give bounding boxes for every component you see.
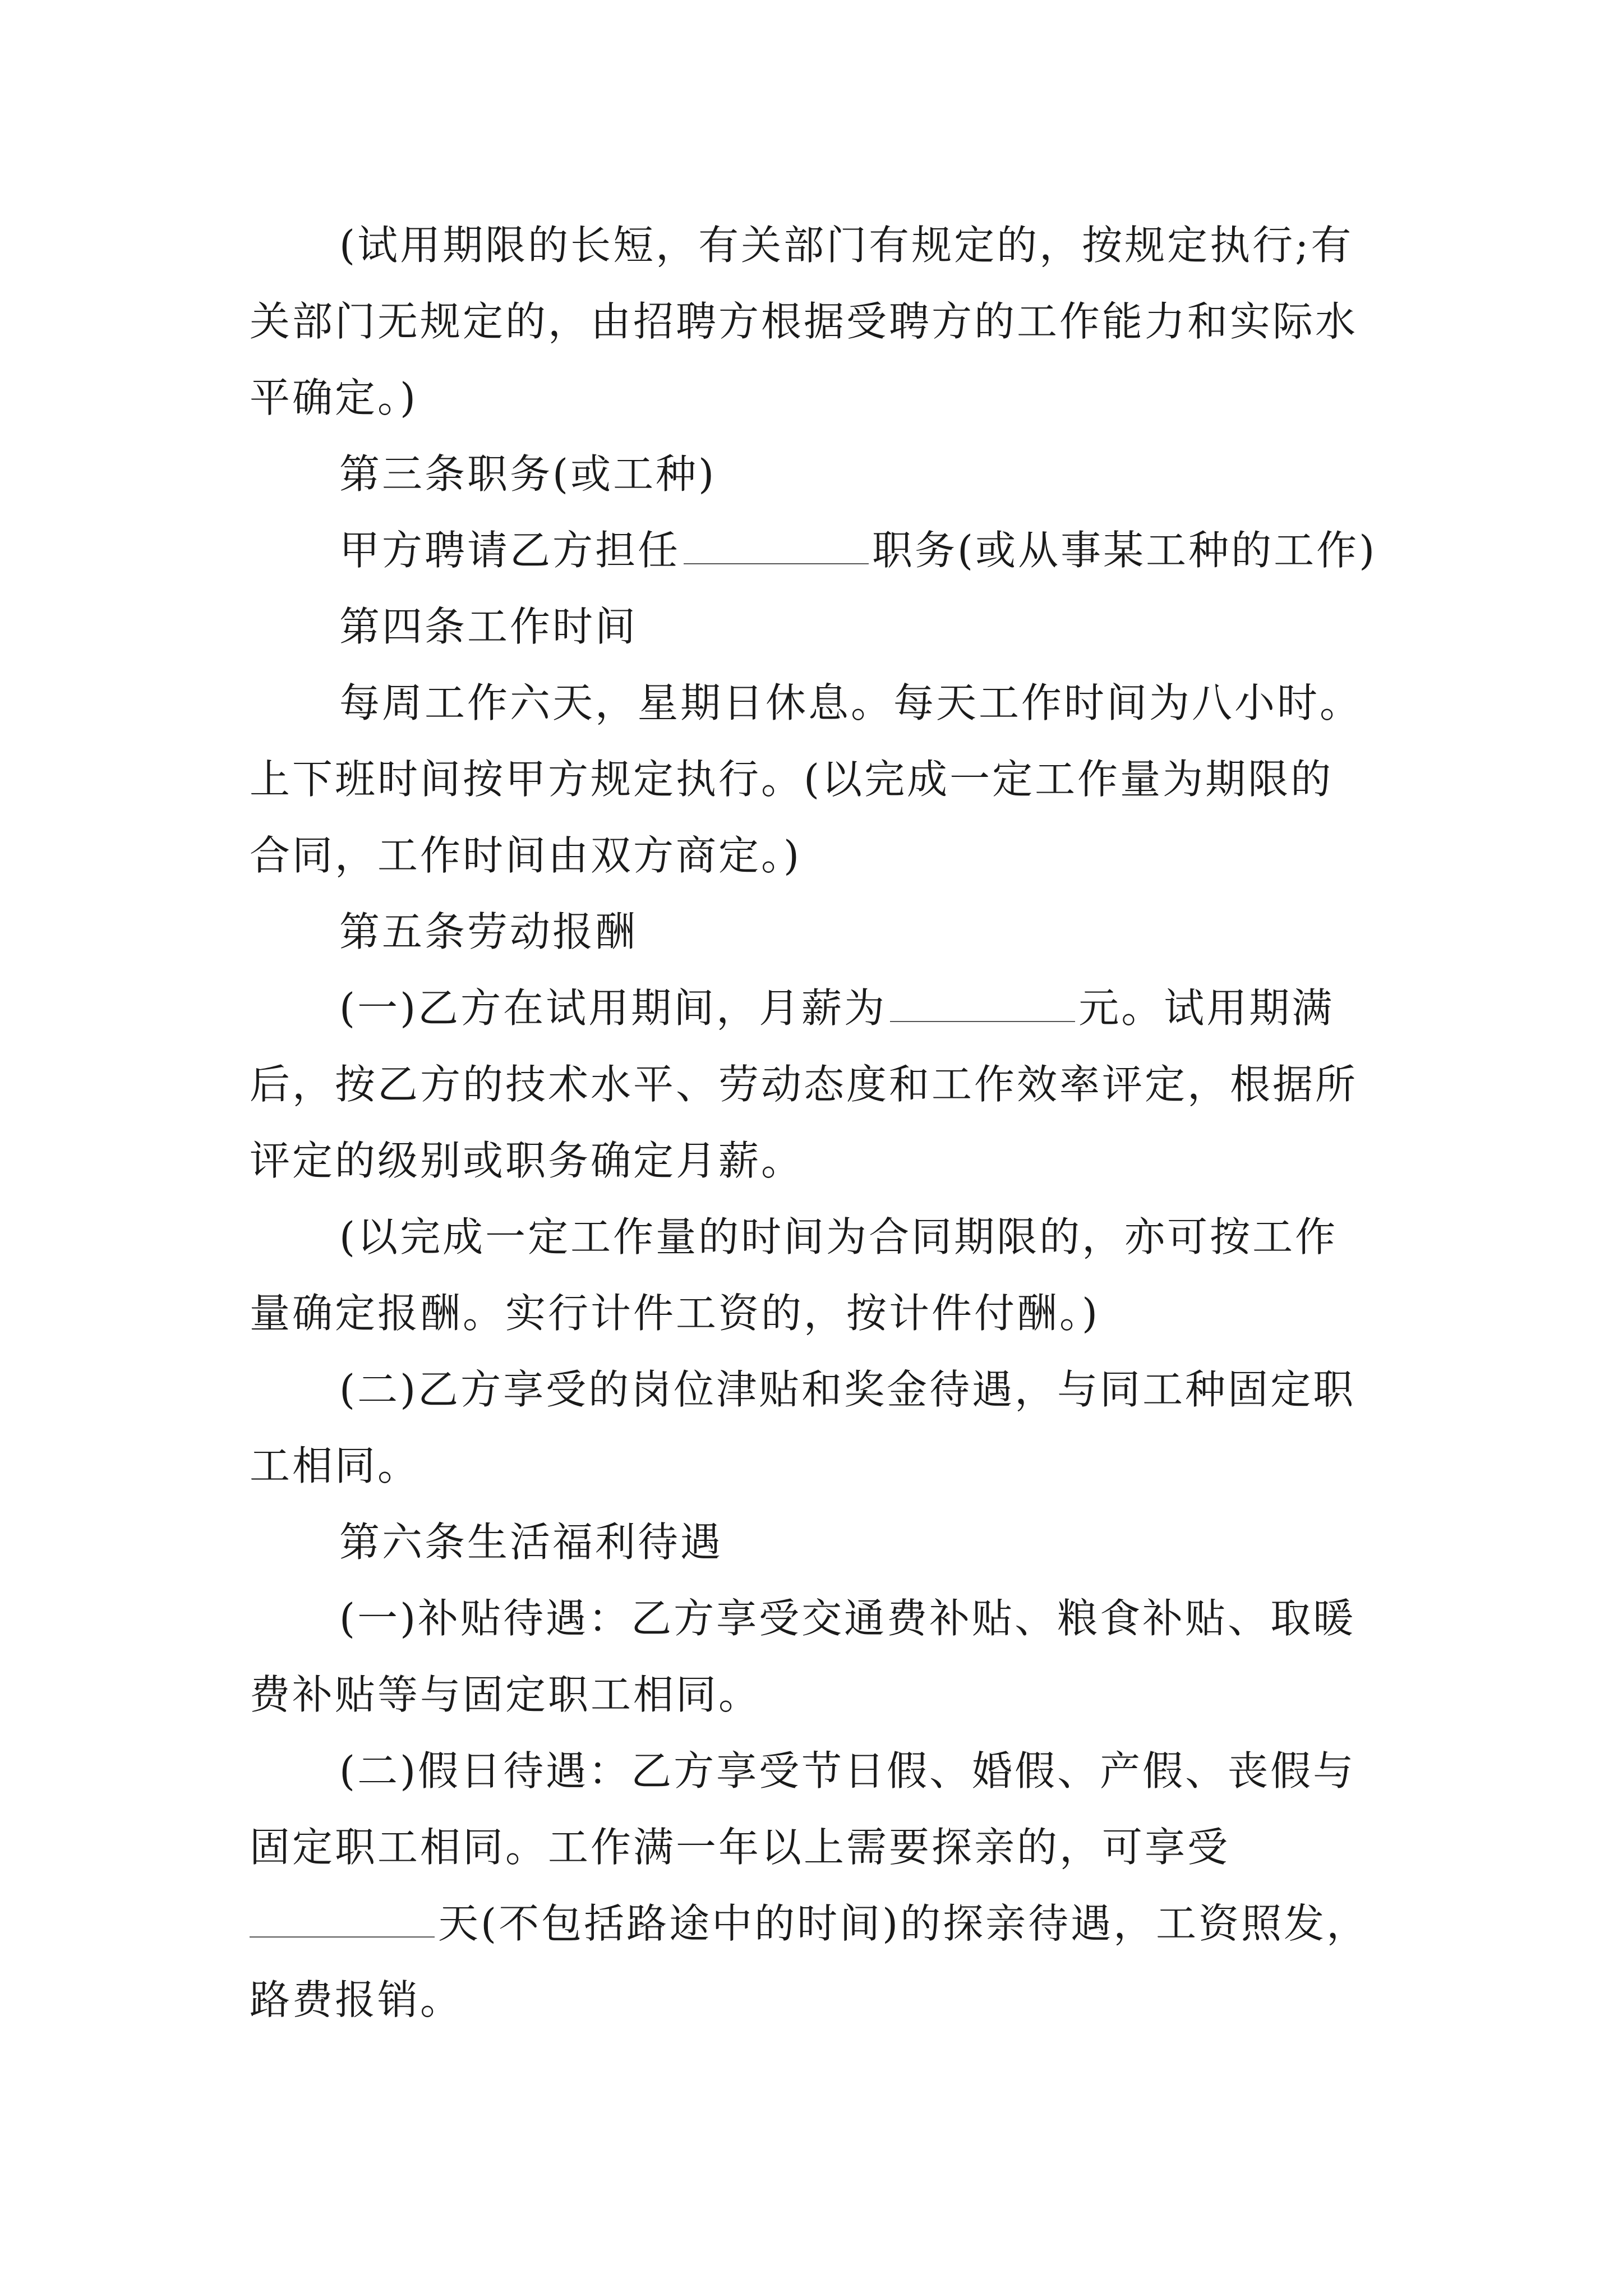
- text-segment: 甲方聘请乙方担任: [339, 527, 681, 574]
- text-line: 评定的级别或职务确定月薪。: [250, 1137, 804, 1184]
- text-line: [250, 1898, 1369, 1949]
- text-line: (二)乙方享受的岗位津贴和奖金待遇，与同工种固定职: [339, 1366, 1356, 1413]
- text-line: 工相同。: [250, 1442, 421, 1489]
- text-line: 上下班时间按甲方规定执行。(以完成一定工作量为期限的: [250, 756, 1334, 803]
- fill-blank: [890, 986, 1075, 1022]
- text-line: 量确定报酬。实行计件工资的，按计件付酬。): [250, 1290, 1100, 1337]
- text-line: [339, 525, 1377, 576]
- text-line: 合同，工作时间由双方商定。): [250, 832, 802, 879]
- text-line: [339, 983, 1334, 1033]
- article-heading: 第三条职务(或工种): [339, 450, 717, 498]
- text-line: (试用期限的长短，有关部门有规定的，按规定执行;有: [339, 222, 1354, 269]
- text-line: 每周工作六天，星期日休息。每天工作时间为八小时。: [339, 679, 1363, 726]
- text-segment: 天(不包括路途中的时间)的探亲待遇，工资照发，: [438, 1900, 1370, 1947]
- article-heading: 第五条劳动报酬: [339, 908, 638, 955]
- text-line: (一)补贴待遇：乙方享受交通费补贴、粮食补贴、取暖: [339, 1595, 1356, 1642]
- text-line: 路费报销。: [250, 1976, 463, 2023]
- text-segment: 职务(或从事某工种的工作): [872, 527, 1377, 574]
- text-line: 费补贴等与固定职工相同。: [250, 1671, 762, 1718]
- fill-blank: [684, 528, 869, 564]
- text-line: 固定职工相同。工作满一年以上需要探亲的，可享受: [250, 1824, 1230, 1871]
- text-line: (二)假日待遇：乙方享受节日假、婚假、产假、丧假与: [339, 1747, 1356, 1795]
- text-segment: (一)乙方在试用期间，月薪为: [339, 984, 887, 1032]
- article-heading: 第六条生活福利待遇: [339, 1519, 723, 1566]
- text-line: 后，按乙方的技术水平、劳动态度和工作效率评定，根据所: [250, 1061, 1358, 1108]
- text-line: 关部门无规定的，由招聘方根据受聘方的工作能力和实际水: [250, 298, 1358, 345]
- article-heading: 第四条工作时间: [339, 603, 638, 650]
- text-line: (以完成一定工作量的时间为合同期限的，亦可按工作: [339, 1213, 1338, 1260]
- fill-blank: [250, 1902, 435, 1938]
- text-segment: 元。试用期满: [1078, 984, 1335, 1032]
- text-line: 平确定。): [250, 374, 418, 421]
